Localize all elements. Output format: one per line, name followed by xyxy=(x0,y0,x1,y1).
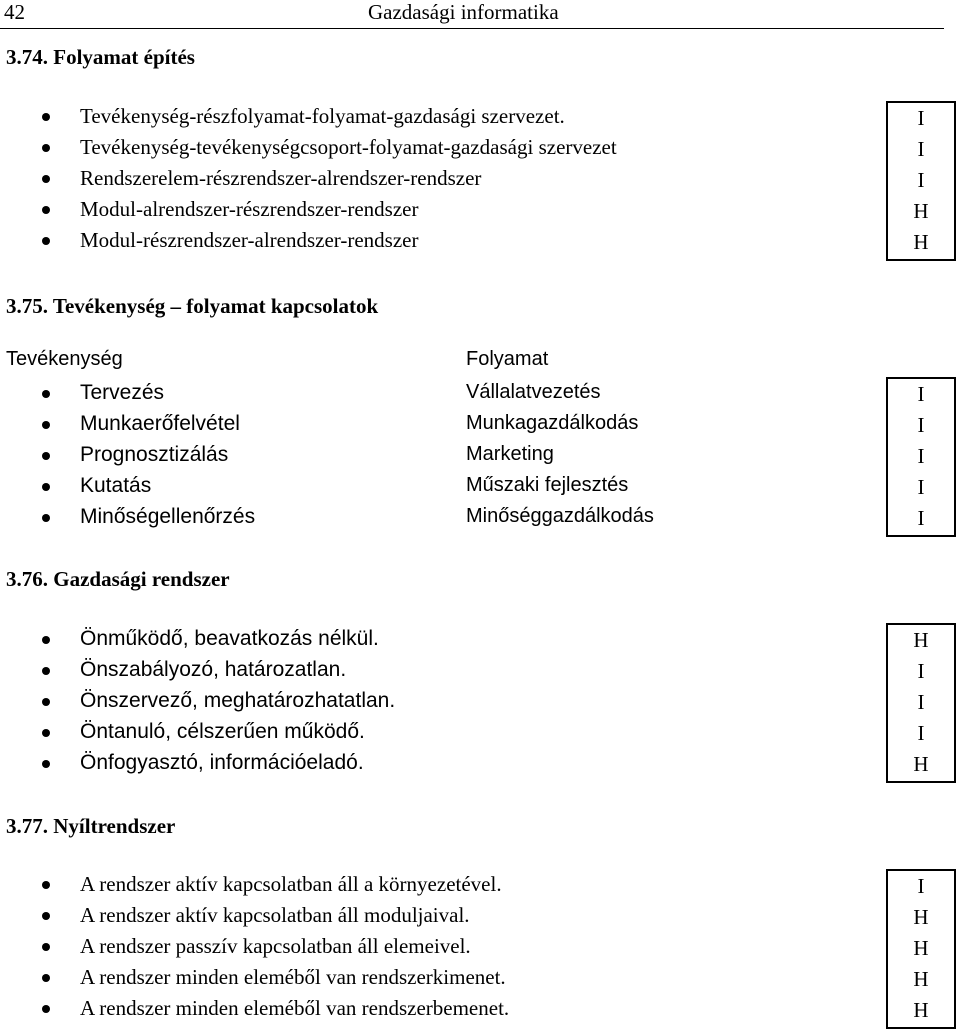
process-text: Marketing xyxy=(466,443,554,465)
bullet-icon xyxy=(42,1005,50,1013)
bullet-icon xyxy=(42,175,50,183)
activity-text: Minőségellenőrzés xyxy=(80,505,256,528)
statement-text: Önszabályozó, határozatlan. xyxy=(80,658,347,681)
bullet-icon xyxy=(42,974,50,982)
bullet-icon xyxy=(42,144,50,152)
process-text: Munkagazdálkodás xyxy=(466,412,639,434)
answer-box-3-75 xyxy=(886,377,956,537)
bullet-icon xyxy=(42,760,50,768)
activity-text: Kutatás xyxy=(80,474,152,497)
bullet-icon xyxy=(42,943,50,951)
bullet-icon xyxy=(42,698,50,706)
process-text: Műszaki fejlesztés xyxy=(466,474,629,496)
statement-text: Öntanuló, célszerűen működő. xyxy=(80,720,365,743)
section-title-3-76: 3.76. Gazdasági rendszer xyxy=(6,567,230,591)
answer-mark: H xyxy=(913,230,929,254)
bullet-icon xyxy=(42,237,50,245)
answer-mark: I xyxy=(917,168,925,192)
column-header-process: Folyamat xyxy=(466,348,549,370)
process-text: Minőséggazdálkodás xyxy=(466,505,654,527)
answer-mark: I xyxy=(917,444,925,468)
statement-text: Tevékenység-részfolyamat-folyamat-gazdasági szervezet. xyxy=(80,104,565,128)
statement-text: Önműködő, beavatkozás nélkül. xyxy=(80,627,379,650)
page-header xyxy=(0,0,944,29)
bullet-icon xyxy=(42,206,50,214)
answer-mark: H xyxy=(913,936,929,960)
section-title-3-77: 3.77. Nyíltrendszer xyxy=(6,814,176,838)
statement-text: Modul-alrendszer-részrendszer-rendszer xyxy=(80,197,419,221)
statement-text: Modul-részrendszer-alrendszer-rendszer xyxy=(80,228,419,252)
process-text: Vállalatvezetés xyxy=(466,381,601,403)
bullet-icon xyxy=(42,729,50,737)
answer-mark: H xyxy=(913,199,929,223)
bullet-icon xyxy=(42,912,50,920)
answer-mark: I xyxy=(917,106,925,130)
answer-mark: H xyxy=(913,628,929,652)
statement-text: Tevékenység-tevékenységcsoport-folyamat-gazdasági szervezet xyxy=(80,135,617,159)
bullet-icon xyxy=(42,514,50,522)
answer-box-3-74 xyxy=(886,101,956,261)
answer-mark: I xyxy=(917,721,925,745)
answer-mark: H xyxy=(913,998,929,1022)
bullet-icon xyxy=(42,421,50,429)
answer-mark: I xyxy=(917,137,925,161)
statement-text: A rendszer minden eleméből van rendszerbemenet. xyxy=(80,996,510,1020)
bullet-icon xyxy=(42,390,50,398)
answer-mark: H xyxy=(913,752,929,776)
bullet-icon xyxy=(42,452,50,460)
answer-box-3-77 xyxy=(886,869,956,1029)
statement-text: A rendszer minden eleméből van rendszerkimenet. xyxy=(80,965,506,989)
answer-mark: I xyxy=(917,413,925,437)
statement-text: Önfogyasztó, információeladó. xyxy=(80,751,364,774)
bullet-icon xyxy=(42,667,50,675)
answer-mark: H xyxy=(913,967,929,991)
answer-box-3-76 xyxy=(886,623,956,783)
answer-mark: I xyxy=(917,382,925,406)
running-title: Gazdasági informatika xyxy=(368,0,559,24)
answer-mark: I xyxy=(917,506,925,530)
column-header-activity: Tevékenység xyxy=(6,348,123,370)
activity-text: Munkaerőfelvétel xyxy=(80,412,240,435)
activity-text: Prognosztizálás xyxy=(80,443,229,466)
answer-mark: I xyxy=(917,475,925,499)
statement-text: Rendszerelem-részrendszer-alrendszer-rendszer xyxy=(80,166,482,190)
statement-text: Önszervező, meghatározhatatlan. xyxy=(80,689,396,712)
section-title-3-75: 3.75. Tevékenység – folyamat kapcsolatok xyxy=(6,294,379,318)
answer-mark: I xyxy=(917,874,925,898)
bullet-icon xyxy=(42,483,50,491)
bullet-icon xyxy=(42,636,50,644)
activity-text: Tervezés xyxy=(80,381,165,404)
statement-text: A rendszer aktív kapcsolatban áll a környezetével. xyxy=(80,872,502,896)
answer-mark: H xyxy=(913,905,929,929)
statement-text: A rendszer aktív kapcsolatban áll moduljaival. xyxy=(80,903,470,927)
page-number: 42 xyxy=(4,0,25,24)
bullet-icon xyxy=(42,113,50,121)
statement-text: A rendszer passzív kapcsolatban áll elemeivel. xyxy=(80,934,471,958)
bullet-icon xyxy=(42,881,50,889)
answer-mark: I xyxy=(917,690,925,714)
section-title-3-74: 3.74. Folyamat építés xyxy=(6,45,195,69)
answer-mark: I xyxy=(917,659,925,683)
